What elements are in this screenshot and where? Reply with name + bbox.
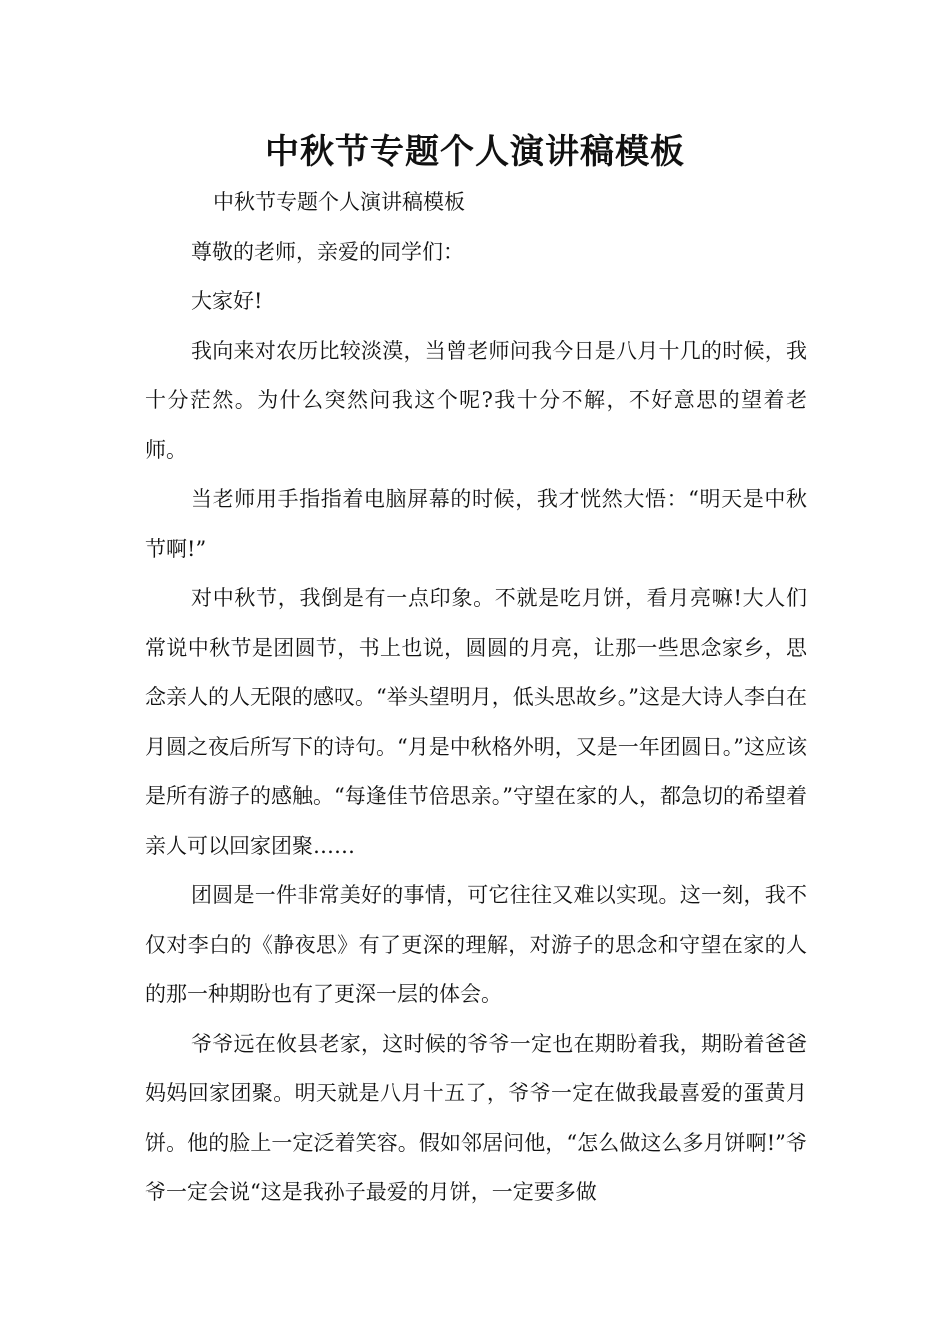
paragraph-greeting: 大家好!: [191, 289, 263, 313]
paragraph-salutation: 尊敬的老师，亲爱的同学们：: [191, 239, 464, 264]
document-subtitle: 中秋节专题个人演讲稿模板: [213, 190, 465, 214]
paragraph: 当老师用手指指着电脑屏幕的时候，我才恍然大悟：“明天是中秋节啊!”: [145, 487, 807, 561]
paragraph: 爷爷远在攸县老家，这时候的爷爷一定也在期盼着我，期盼着爸爸妈妈回家团聚。明天就是八月十五了，爷爷一定在做我最喜爱的蛋黄月饼。他的脸上一定泛着笑容。假如邻居问他，“怎么做这么多月饼啊!”爷爷一定会说“这是我孙子最爱的月饼，一定要多做: [145, 1031, 807, 1204]
paragraph: 我向来对农历比较淡漠，当曾老师问我今日是八月十几的时候，我十分茫然。为什么突然问我这个呢?我十分不解，不好意思的望着老师。: [145, 338, 807, 462]
document-title: 中秋节专题个人演讲稿模板: [265, 132, 685, 172]
document-body: [145, 178, 807, 1218]
paragraph: 团圆是一件非常美好的事情，可它往往又难以实现。这一刻，我不仅对李白的《静夜思》有了更深的理解，对游子的思念和守望在家的人的那一种期盼也有了更深一层的体会。: [145, 883, 807, 1006]
paragraph: 对中秋节，我倒是有一点印象。不就是吃月饼，看月亮嘛!大人们常说中秋节是团圆节，书上也说，圆圆的月亮，让那一些思念家乡，思念亲人的人无限的感叹。“举头望明月，低头思故乡。”这是大诗人李白在月圆之夜后所写下的诗句。“月是中秋格外明，又是一年团圆日。”这应该是所有游子的感触。“每逢佳节倍思亲。”守望在家的人，都急切的希望着亲人可以回家团聚……: [145, 586, 807, 858]
